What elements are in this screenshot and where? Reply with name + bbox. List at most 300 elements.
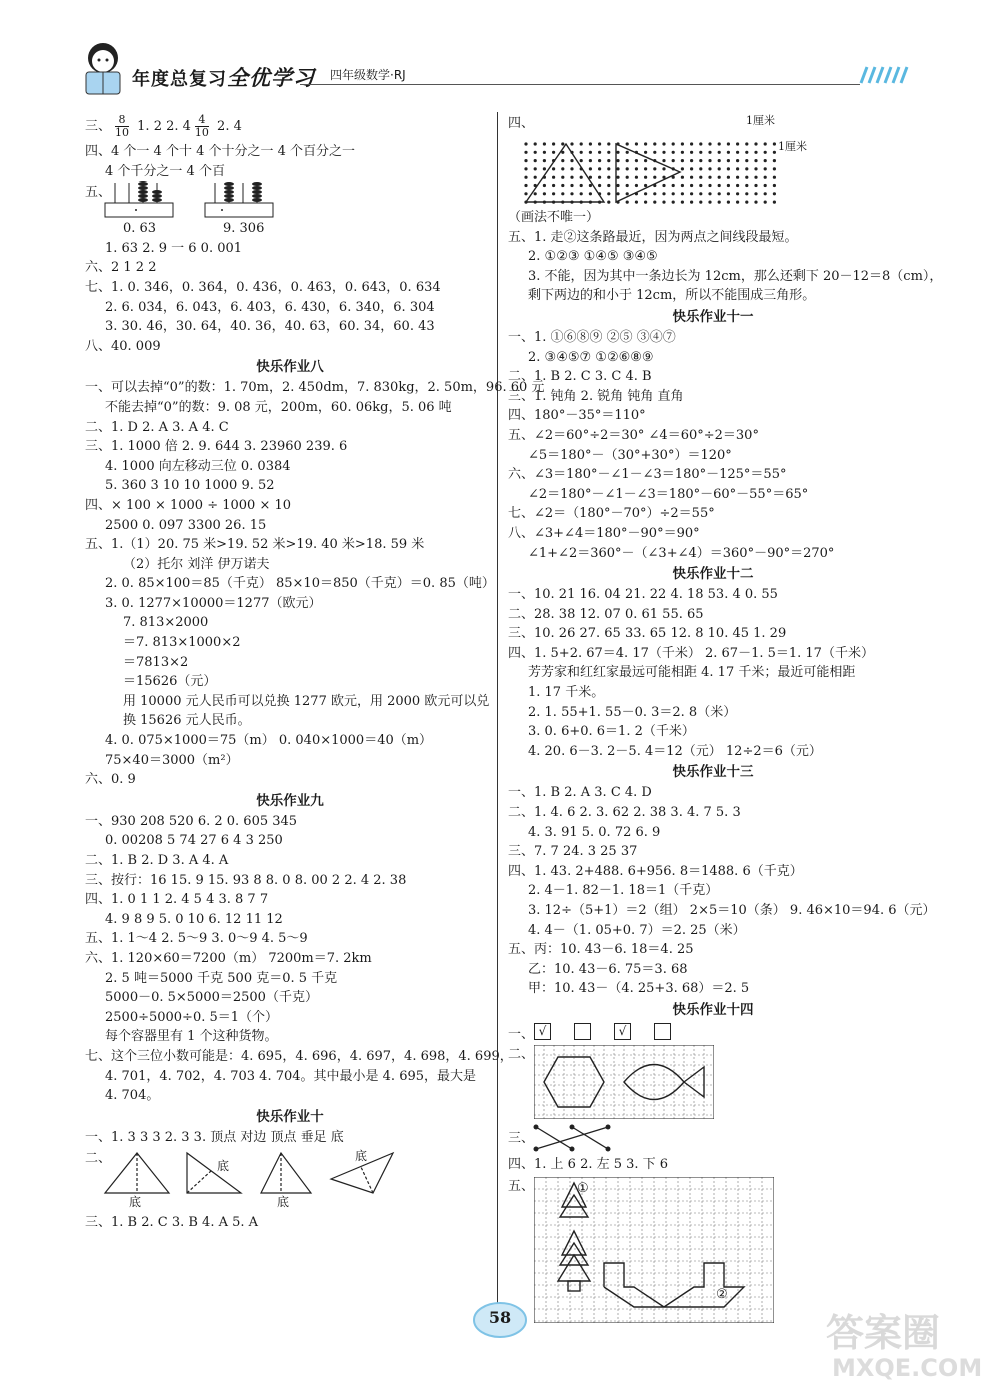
grid-dot	[690, 201, 693, 204]
grid-dot	[644, 167, 647, 170]
grid-dot	[773, 184, 776, 187]
answer-line: 3. 0. 6+0. 6＝1. 2（千米）	[528, 724, 695, 740]
grid-dot	[681, 167, 684, 170]
answer-line: 一、可以去掉“0”的数：1. 70m，2. 450dm，7. 830kg，2. 50m，96. 60 元	[85, 380, 545, 396]
grid-dot	[764, 192, 767, 195]
grid-dot	[699, 151, 702, 154]
grid-dot	[552, 176, 555, 179]
grid-dot	[644, 151, 647, 154]
grid-dot	[690, 142, 693, 145]
grid-dot	[570, 142, 573, 145]
grid-dot	[598, 159, 601, 162]
answer-line: 3. 30. 46，30. 64，40. 36，40. 63，60. 34，60. 43	[105, 319, 435, 335]
grid-dot	[653, 201, 656, 204]
answer-line: 一、930 208 520 6. 2 0. 605 345	[85, 813, 298, 829]
answer-line: 三、7. 7 24. 3 25 37	[508, 844, 638, 860]
grid-dot	[616, 184, 619, 187]
grid-dot	[635, 184, 638, 187]
answer-line: 2. 5 吨＝5000 千克 500 克＝0. 5 千克	[105, 970, 338, 986]
grid-dot	[589, 159, 592, 162]
section-title: 快乐作业八	[256, 359, 324, 376]
abacus-figure	[203, 181, 275, 219]
symmetry-grid-question	[508, 1043, 918, 1123]
dot-grid-figure	[522, 138, 780, 206]
abacus-row	[85, 181, 495, 219]
grid-dot	[626, 159, 629, 162]
grid-dot	[754, 184, 757, 187]
answer-line: 芳芳家和红红家最远可能相距 4. 17 千米；最近可能相距	[528, 665, 856, 681]
answer-line: 四、1. 0 1 1 2. 4 5 4 3. 8 7 7	[85, 892, 269, 908]
grid-dot	[598, 176, 601, 179]
grid-dot	[708, 142, 711, 145]
grid-dot	[727, 201, 730, 204]
grid-dot	[773, 201, 776, 204]
grid-dot	[524, 159, 527, 162]
grid-dot	[662, 184, 665, 187]
grid-dot	[552, 192, 555, 195]
triangle-heights-figure	[85, 1147, 495, 1213]
grid-dot	[745, 192, 748, 195]
grid-dot	[570, 159, 573, 162]
grid-dot	[616, 176, 619, 179]
grid-dot	[745, 184, 748, 187]
answer-line: 三、1. 1000 倍 2. 9. 644 3. 23960 239. 6	[85, 439, 348, 455]
grid-dot	[736, 201, 739, 204]
answer-line: 2500÷5000÷0. 5＝1（个）	[105, 1009, 279, 1025]
answer-line: 六、2 1 2 2	[85, 260, 157, 276]
grid-dot	[736, 151, 739, 154]
grid-dot	[681, 192, 684, 195]
book-subtitle: 四年级数学·RJ	[330, 68, 406, 82]
grid-dot	[644, 159, 647, 162]
grid-dot	[773, 151, 776, 154]
grid-dot	[718, 142, 721, 145]
grid-dot	[561, 159, 564, 162]
answer-line: 4. 20. 6－3. 2－5. 4＝12（元） 12÷2＝6（元）	[528, 743, 822, 759]
grid-dot	[616, 159, 619, 162]
grid-dot	[561, 176, 564, 179]
grid-dot	[589, 142, 592, 145]
answer-line: 0. 00208 5 74 27 6 4 3 250	[105, 833, 283, 849]
answer-line: 甲：10. 43－（4. 25+3. 68）＝2. 5	[528, 981, 750, 997]
grid-dot	[653, 192, 656, 195]
grid-dot	[607, 201, 610, 204]
watermark-url: MXQE.COM	[832, 1354, 983, 1382]
grid-dot	[543, 151, 546, 154]
answer-line: 五、1. 1～4 2. 5～9 3. 0～9 4. 5～9	[85, 931, 308, 947]
answer-line: 四、× 100 × 1000 ÷ 1000 × 10	[85, 497, 292, 513]
answer-line: 2. ①②③ ①④⑤ ③④⑤	[528, 249, 658, 265]
answer-line: 七、这个三位小数可能是：4. 695，4. 696，4. 697，4. 698，4. 699，	[85, 1048, 513, 1064]
grid-dot	[589, 167, 592, 170]
grid-dot	[727, 176, 730, 179]
answer-line: 用 10000 元人民币可以兑换 1277 欧元，用 2000 欧元可以兑	[123, 693, 490, 709]
base-label: 底	[129, 1195, 142, 1210]
unit-label: 1厘米	[746, 114, 775, 127]
answer-line: 乙：10. 43－6. 75＝3. 68	[528, 961, 688, 977]
answer-line: 一、1. ①⑥⑧⑨ ②⑤ ③④⑦	[508, 329, 676, 345]
grid-dot	[616, 151, 619, 154]
grid-dot	[534, 159, 537, 162]
symmetry-grid-figure	[534, 1045, 714, 1119]
grid-dot	[754, 176, 757, 179]
grid-dot	[561, 142, 564, 145]
grid-dot	[699, 159, 702, 162]
grid-dot	[708, 192, 711, 195]
grid-dot	[607, 151, 610, 154]
grid-dot	[764, 159, 767, 162]
grid-dot	[736, 159, 739, 162]
base-label: 底	[355, 1149, 368, 1164]
answer-line: 7. 813×2000	[123, 615, 209, 631]
grid-dot	[570, 184, 573, 187]
grid-dot	[524, 167, 527, 170]
grid-dot	[681, 142, 684, 145]
answer-line: （画法不唯一）	[508, 210, 600, 225]
grid-dot	[773, 176, 776, 179]
grid-dot	[626, 151, 629, 154]
answer-label: 五、	[85, 185, 112, 201]
fraction: $\frac{8}{10}$	[115, 113, 130, 139]
grid-dot	[690, 167, 693, 170]
grid-dot	[543, 184, 546, 187]
answer-line: 75×40＝3000（m²）	[105, 752, 239, 768]
answer-line: 三、10. 26 27. 65 33. 65 12. 8 10. 45 1. 29	[508, 626, 787, 642]
grid-dot	[607, 159, 610, 162]
section-title: 快乐作业十	[256, 1108, 324, 1125]
grid-dot	[727, 159, 730, 162]
grid-dot	[718, 184, 721, 187]
grid-dot	[635, 176, 638, 179]
answer-line: 4. 3. 91 5. 0. 72 6. 9	[528, 824, 661, 840]
grid-dot	[570, 176, 573, 179]
grid-dot	[708, 159, 711, 162]
answer-line: 三、 $\frac{8}{10}$ 1. 2 2. 4 $\frac{4}{10}$ 2. 4	[85, 113, 242, 139]
grid-dot	[681, 176, 684, 179]
grid-dot	[589, 184, 592, 187]
grid-dot	[524, 176, 527, 179]
answer-line: 4 个千分之一 4 个百	[105, 163, 225, 179]
answer-line: ＝7813×2	[123, 654, 189, 670]
grid-dot	[681, 201, 684, 204]
grid-dot	[699, 192, 702, 195]
grid-dot	[736, 176, 739, 179]
grid-dot	[754, 142, 757, 145]
grid-dot	[644, 184, 647, 187]
section-title: 快乐作业十三	[672, 764, 754, 781]
answer-line: 每个容器里有 1 个这种货物。	[105, 1029, 278, 1045]
grid-dot	[745, 176, 748, 179]
abacus-value: 0. 63	[123, 221, 157, 237]
matching-question	[508, 1123, 918, 1155]
answer-line: 换 15626 元人民币。	[123, 713, 251, 729]
mascot-logo	[80, 40, 126, 98]
book-title: 年度总复习全优学习	[132, 66, 315, 90]
answer-line: ∠1+∠2＝360°－（∠3+∠4）＝360°－90°＝270°	[528, 545, 835, 561]
abacus-values	[85, 219, 495, 239]
watermark-logo	[818, 1302, 988, 1384]
grid-dot	[662, 159, 665, 162]
checkbox-row	[508, 1021, 918, 1043]
grid-dot	[773, 192, 776, 195]
answer-line: 3. 0. 1277×10000＝1277（欧元）	[105, 595, 322, 611]
answer-line: 四、4 个一 4 个十 4 个十分之一 4 个百分之一	[85, 144, 356, 159]
grid-dot	[764, 167, 767, 170]
grid-dot	[773, 142, 776, 145]
grid-dot	[607, 142, 610, 145]
grid-dot	[543, 192, 546, 195]
matching-lines-figure	[532, 1123, 612, 1153]
grid-dot	[635, 201, 638, 204]
grid-dot	[736, 167, 739, 170]
grid-dot	[672, 151, 675, 154]
grid-dot	[552, 151, 555, 154]
right-column	[508, 112, 943, 1325]
grid-dot	[773, 167, 776, 170]
grid-dot	[635, 159, 638, 162]
grid-dot	[672, 159, 675, 162]
grid-dot	[580, 176, 583, 179]
grid-dot	[524, 184, 527, 187]
grid-dot	[598, 142, 601, 145]
answer-line: 3. 12÷（5+1）＝2（组） 2×5＝10（条） 9. 46×10＝94. 6（元）	[528, 903, 936, 918]
abacus-value: 9. 306	[223, 221, 265, 237]
grid-dot	[736, 184, 739, 187]
answer-line: 三、1. 钝角 2. 锐角 钝角 直角	[508, 388, 684, 404]
grid-dot	[699, 184, 702, 187]
grid-dot	[754, 201, 757, 204]
answer-line: 六、∠3＝180°－∠1－∠3＝180°－125°＝55°	[508, 467, 787, 483]
answer-line: 3. 不能，因为其中一条边长为 12cm，那么还剩下 20－12＝8（cm），	[528, 268, 943, 284]
grid-dot	[580, 192, 583, 195]
grid-dot	[754, 151, 757, 154]
shape-marker: ①	[577, 1180, 589, 1196]
grid-dot	[718, 201, 721, 204]
grid-dot	[598, 184, 601, 187]
grid-dot	[672, 201, 675, 204]
grid-dot	[598, 167, 601, 170]
grid-dot	[690, 184, 693, 187]
answer-line: 一、1. B 2. A 3. C 4. D	[508, 785, 652, 801]
grid-dot	[580, 159, 583, 162]
answer-line: 二、1. 4. 6 2. 3. 62 2. 38 3. 4. 7 5. 3	[508, 805, 741, 821]
dot-grid-question	[508, 112, 918, 208]
answer-line: 四、1. 5+2. 67＝4. 17（千米） 2. 67－1. 5＝1. 17（千米）	[508, 645, 874, 661]
grid-dot	[745, 159, 748, 162]
grid-dot	[524, 151, 527, 154]
grid-dot	[598, 151, 601, 154]
answer-label: 四、	[508, 116, 535, 131]
grid-dot	[524, 142, 527, 145]
grid-dot	[662, 142, 665, 145]
answer-line: 不能去掉“0”的数：9. 08 元，200m，60. 06kg，5. 06 吨	[105, 399, 452, 415]
grid-dot	[754, 159, 757, 162]
answer-line: 五、1.（1）20. 75 米>19. 52 米>19. 40 米>18. 59 米	[85, 537, 425, 553]
section-title: 快乐作业十一	[672, 308, 754, 325]
answer-label: 一、	[508, 1026, 535, 1042]
grid-dot	[736, 192, 739, 195]
answer-line: 四、1. 43. 2+488. 6+956. 8＝1488. 6（千克）	[508, 863, 803, 879]
grid-dot	[626, 184, 629, 187]
grid-dot	[672, 192, 675, 195]
unit-label: 1厘米	[778, 140, 807, 153]
grid-dot	[524, 192, 527, 195]
grid-dot	[708, 201, 711, 204]
answer-line: 五、1. 走②这条路最近，因为两点之间线段最短。	[508, 229, 798, 245]
grid-dot	[662, 192, 665, 195]
grid-dot	[764, 151, 767, 154]
answer-line: 二、1. B 2. C 3. C 4. B	[508, 369, 652, 385]
abacus-figure	[103, 181, 175, 219]
section-title: 快乐作业十二	[672, 566, 754, 583]
grid-dot	[708, 184, 711, 187]
grid-dot	[699, 176, 702, 179]
grid-dot	[534, 151, 537, 154]
left-column	[85, 112, 545, 1233]
answer-line: （2）托尔 刘洋 伊万诺夫	[123, 556, 270, 572]
grid-dot	[708, 176, 711, 179]
answer-line: ∠2＝180°－∠1－∠3＝180°－60°－55°＝65°	[528, 486, 809, 502]
grid-dot	[764, 184, 767, 187]
answer-line: ＝7. 813×1000×2	[123, 635, 241, 651]
answer-label: 三、	[508, 1130, 535, 1146]
answer-line: 一、10. 21 16. 04 21. 22 4. 18 53. 4 0. 55	[508, 587, 778, 603]
grid-dot	[690, 192, 693, 195]
grid-dot	[534, 167, 537, 170]
answer-label: 五、	[508, 1178, 535, 1194]
grid-dot	[543, 159, 546, 162]
answer-box-checked: √	[534, 1023, 551, 1040]
answer-line: 4. 704。	[105, 1088, 160, 1104]
grid-dot	[718, 192, 721, 195]
grid-dot	[644, 142, 647, 145]
answer-line: 四、1. 上 6 2. 左 5 3. 下 6	[508, 1156, 669, 1172]
grid-dot	[589, 192, 592, 195]
answer-line: 2500 0. 097 3300 26. 15	[105, 517, 267, 533]
answer-line: 2. ③④⑤⑦ ①②⑥⑧⑨	[528, 349, 654, 365]
watermark-text: 答案圈	[826, 1311, 941, 1355]
grid-dot	[626, 176, 629, 179]
grid-dot	[718, 167, 721, 170]
answer-line: 2. 0. 85×100＝85（千克） 85×10＝850（千克）＝0. 85（吨）	[105, 576, 495, 592]
grid-dot	[681, 159, 684, 162]
grid-dot	[552, 167, 555, 170]
grid-dot	[736, 142, 739, 145]
grid-dot	[607, 176, 610, 179]
grid-dot	[699, 201, 702, 204]
answer-line: ∠5＝180°－（30°+30°）＝120°	[528, 447, 732, 463]
grid-dot	[534, 142, 537, 145]
answer-line: 4. 1000 向左移动三位 0. 0384	[105, 458, 291, 474]
grid-dot	[764, 201, 767, 204]
grid-dot	[773, 159, 776, 162]
fraction: $\frac{4}{10}$	[194, 113, 209, 139]
answer-line: 1. 17 千米。	[528, 685, 605, 701]
answer-line: 二、28. 38 12. 07 0. 61 55. 65	[508, 606, 704, 622]
grid-dot	[727, 142, 730, 145]
answer-box-checked: √	[614, 1023, 631, 1040]
answer-line: 八、40. 009	[85, 338, 161, 354]
grid-dot	[690, 151, 693, 154]
grid-dot	[580, 151, 583, 154]
grid-dot	[727, 192, 730, 195]
grid-dot	[626, 192, 629, 195]
grid-dot	[653, 167, 656, 170]
grid-dot	[626, 142, 629, 145]
grid-dot	[534, 192, 537, 195]
grid-dot	[580, 142, 583, 145]
grid-dot	[662, 151, 665, 154]
answer-line: 5. 360 3 10 10 1000 9. 52	[105, 478, 275, 494]
grid-dot	[644, 192, 647, 195]
grid-dot	[607, 184, 610, 187]
answer-label: 二、	[508, 1046, 535, 1062]
grid-dot	[570, 192, 573, 195]
base-label: 底	[217, 1159, 230, 1174]
grid-dot	[570, 167, 573, 170]
answer-line: 五、∠2＝60°÷2＝30° ∠4＝60°÷2＝30°	[508, 427, 759, 443]
answer-line: 1. 63 2. 9 一 6 0. 001	[105, 240, 243, 256]
grid-dot	[589, 151, 592, 154]
answer-line: 六、1. 120×60＝7200（m） 7200m＝7. 2km	[85, 950, 372, 966]
answer-line: 五、丙：10. 43－6. 18＝4. 25	[508, 942, 694, 958]
grid-dot	[644, 176, 647, 179]
answer-box-empty	[654, 1023, 671, 1040]
grid-dot	[745, 167, 748, 170]
grid-dot	[635, 167, 638, 170]
answer-line: 剩下两边的和小于 12cm，所以不能围成三角形。	[528, 288, 816, 304]
grid-dot	[745, 201, 748, 204]
grid-dot	[580, 184, 583, 187]
grid-dot	[727, 167, 730, 170]
grid-dot	[616, 167, 619, 170]
answer-line: 2. 4－1. 82－1. 18＝1（千克）	[528, 883, 719, 899]
grid-dot	[561, 192, 564, 195]
grid-dot	[681, 151, 684, 154]
page-number-badge	[470, 1300, 530, 1340]
grid-dot	[754, 192, 757, 195]
answer-line: 七、1. 0. 346，0. 364，0. 436，0. 463，0. 643，0. 634	[85, 279, 441, 295]
grid-dot	[690, 159, 693, 162]
section-title: 快乐作业九	[256, 792, 324, 809]
stripes-decoration	[857, 66, 915, 84]
grid-dot	[552, 142, 555, 145]
grid-dot	[681, 184, 684, 187]
answer-line: 4. 0. 075×1000＝75（m） 0. 040×1000＝40（m）	[105, 733, 433, 749]
grid-dot	[534, 176, 537, 179]
answer-line: 四、180°－35°＝110°	[508, 408, 646, 424]
answer-line: 八、∠3+∠4＝180°－90°＝90°	[508, 525, 700, 541]
header-rule	[300, 84, 860, 85]
grid-dot	[708, 167, 711, 170]
answer-line: 4. 9 8 9 5. 0 10 6. 12 11 12	[105, 911, 283, 927]
answer-line: 5000－0. 5×5000＝2500（千克）	[105, 990, 318, 1006]
grid-dot	[653, 176, 656, 179]
grid-dot	[626, 201, 629, 204]
translation-grid-figure	[534, 1177, 774, 1323]
page-header	[80, 40, 915, 100]
grid-dot	[653, 142, 656, 145]
shape-marker: ②	[716, 1286, 728, 1302]
answer-line: 三、1. B 2. C 3. B 4. A 5. A	[85, 1215, 259, 1231]
grid-dot	[543, 167, 546, 170]
grid-dot	[745, 151, 748, 154]
grid-dot	[644, 201, 647, 204]
watermark	[818, 1302, 988, 1384]
grid-dot	[727, 151, 730, 154]
section-title: 快乐作业十四	[672, 1001, 754, 1018]
grid-dot	[690, 176, 693, 179]
